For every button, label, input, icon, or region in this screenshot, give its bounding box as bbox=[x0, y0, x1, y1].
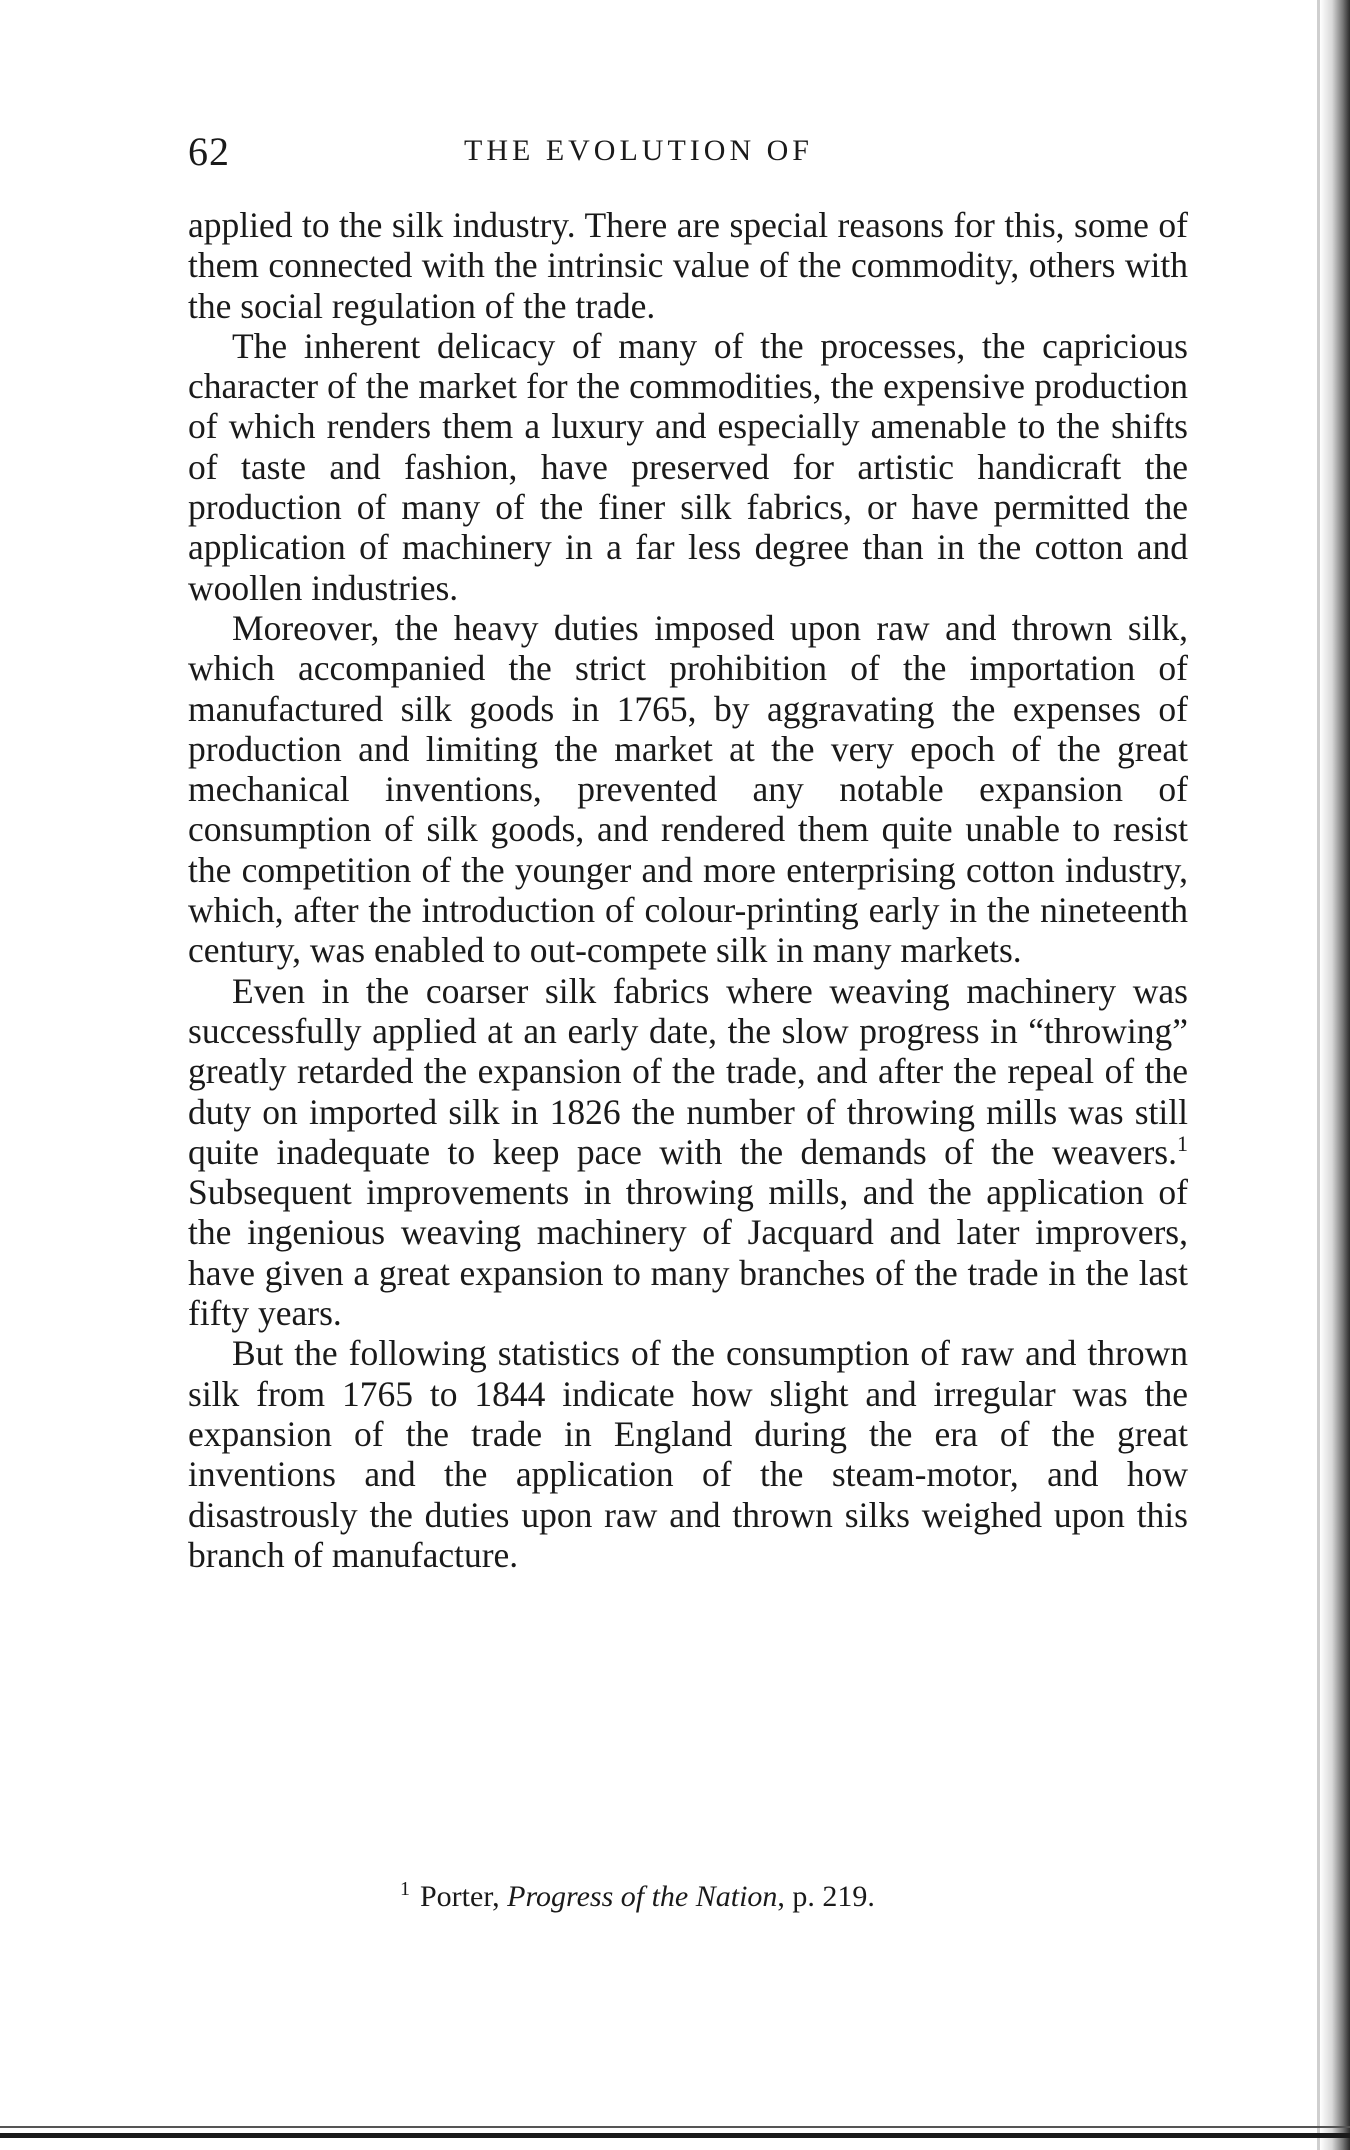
footnote bbox=[400, 1880, 1100, 1914]
running-title: THE EVOLUTION OF bbox=[464, 134, 813, 167]
body-text bbox=[188, 205, 1188, 1575]
bottom-scan-line bbox=[0, 2126, 1350, 2128]
footnote-author: Porter, bbox=[420, 1880, 500, 1913]
paragraph bbox=[188, 971, 1188, 1334]
page-number: 62 bbox=[188, 129, 230, 174]
footnote-marker: 1 bbox=[400, 1878, 410, 1900]
paragraph: applied to the silk industry. There are special reasons for this, some of them connected with the intrinsic value of the commodity, others with the social regulation of the trade. bbox=[188, 205, 1188, 326]
bottom-scan-edge bbox=[0, 2133, 1350, 2138]
page-header bbox=[188, 128, 1188, 188]
paragraph: Moreover, the heavy duties imposed upon raw and thrown silk, which accompanied the strict prohibition of the importation of manufactured silk goods in 1765, by aggravating the expenses of production and limiting the market at the very epoch of the great mechanical inventions, prevented any notable expansion of consumption of silk goods, and rendered them quite unable to resist the competition of the younger and more enterprising cotton industry, which, after the introduction of colour-printing early in the nineteenth century, was enabled to out-compete silk in many markets. bbox=[188, 607, 1188, 971]
paragraph-text-continued: Subsequent improvements in throwing mills, and the application of the ingenious weaving machinery of Jacquard and later improvers, have given a great expansion to many branches of the trade in the last fifty years. bbox=[188, 1172, 1188, 1334]
paragraph: But the following statistics of the consumption of raw and thrown silk from 1765 to 1844 indicate how slight and irregular was the expansion of the trade in England during the era of the great inventions and the application of the steam-motor, and how disastrously the duties upon raw and thrown silks weighed upon this branch of manufacture. bbox=[188, 1333, 1188, 1575]
footnote-page: , p. 219. bbox=[777, 1880, 875, 1913]
paragraph-text: Even in the coarser silk fabrics where weaving machinery was successfully applied at an early date, the slow progress in “throwing” greatly retarded the expansion of the trade, and after the repeal of the duty on imported silk in 1826 the number of throwing mills was still quite inadequate to keep pace with the demands of the weavers. bbox=[188, 970, 1188, 1172]
footnote-title: Progress of the Nation bbox=[507, 1880, 778, 1913]
footnote-reference[interactable]: 1 bbox=[1177, 1131, 1188, 1156]
page-edge-shadow bbox=[1320, 0, 1350, 2150]
paragraph: The inherent delicacy of many of the processes, the capricious character of the market for the commodities, the expensive production of which renders them a luxury and especially amenable to the shifts of taste and fashion, have preserved for artistic handicraft the production of many of the finer silk fabrics, or have permitted the application of machinery in a far less degree than in the cotton and woollen industries. bbox=[188, 325, 1188, 608]
